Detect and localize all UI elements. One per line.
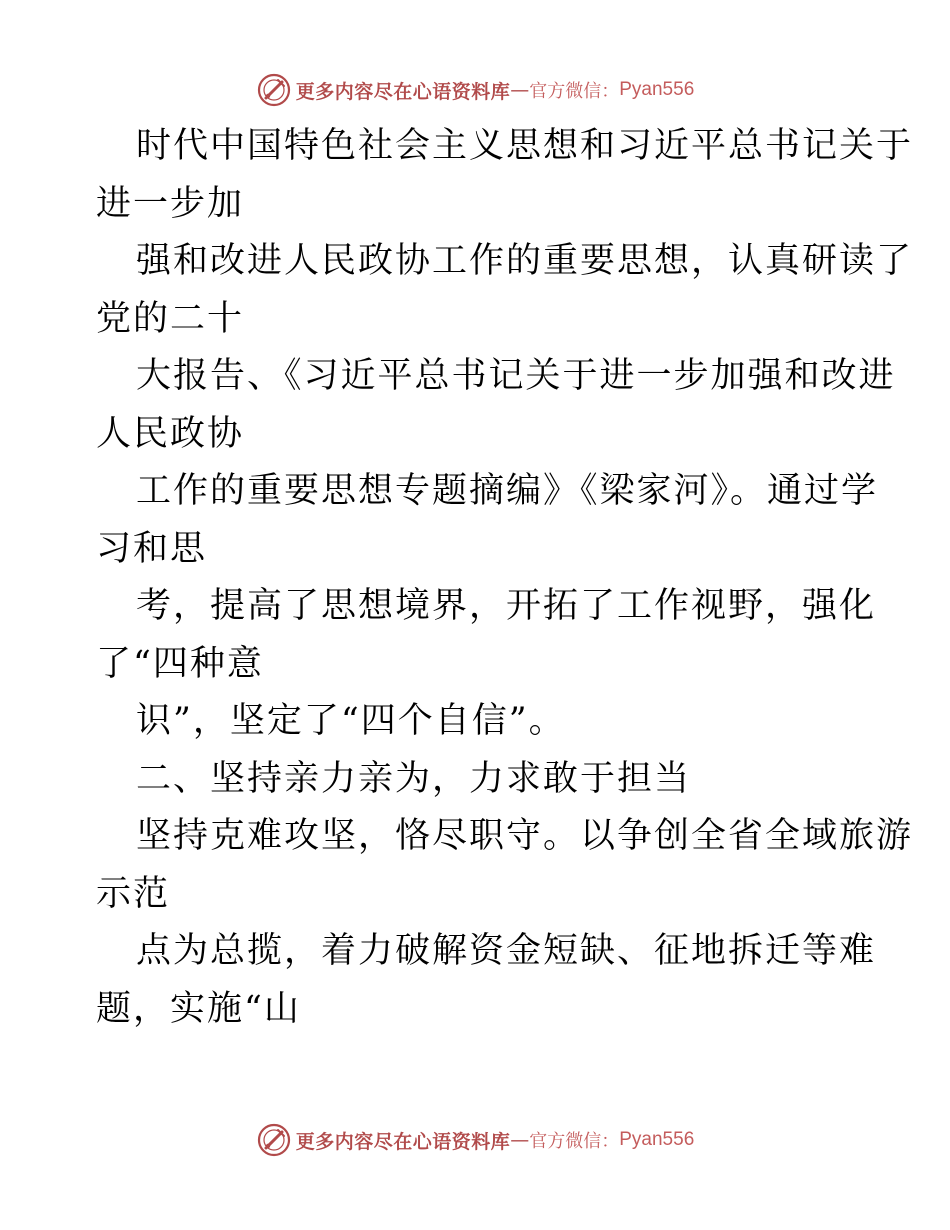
banner-separator: —: [510, 79, 530, 101]
header-banner: [256, 72, 695, 108]
banner-main-text: 更多内容尽在心语资料库: [295, 1130, 511, 1153]
banner-separator: —: [510, 1129, 530, 1151]
body-line: 识”，坚定了“四个自信”。: [136, 701, 566, 741]
body-line: 大报告、《习近平总书记关于进一步加强和改进: [136, 356, 896, 396]
body-line: 了“四种意: [96, 643, 264, 684]
body-line: 考，提高了思想境界，开拓了工作视野，强化: [136, 586, 877, 626]
page-header: [0, 70, 950, 110]
seal-logo-icon: [256, 72, 292, 108]
body-line: 进一步加: [96, 183, 245, 224]
banner-wechat-label: 官方微信：: [529, 1131, 620, 1152]
banner-wechat-id: Pyan556: [619, 1129, 695, 1150]
section-heading: 二、坚持亲力亲为，力求敢于担当: [136, 758, 692, 799]
body-line: 工作的重要思想专题摘编》《梁家河》。通过学: [136, 471, 879, 511]
body-line: 强和改进人民政协工作的重要思想，认真研读了: [136, 241, 914, 281]
body-line: 点为总揽，着力破解资金短缺、征地拆迁等难: [136, 931, 877, 971]
banner-wechat-label: 官方微信：: [529, 81, 620, 102]
body-line: 坚持克难攻坚，恪尽职守。以争创全省全域旅游: [136, 816, 914, 856]
body-line: 时代中国特色社会主义思想和习近平总书记关于: [136, 126, 914, 166]
body-line: 题，实施“山: [96, 988, 301, 1029]
body-line: 习和思: [96, 528, 208, 569]
body-line: 人民政协: [96, 413, 245, 454]
document-body: [96, 118, 914, 1038]
body-line: 示范: [96, 873, 171, 914]
body-line: 党的二十: [96, 298, 245, 339]
seal-logo-icon: [256, 1122, 292, 1158]
banner-wechat-id: Pyan556: [619, 79, 695, 100]
banner-main-text: 更多内容尽在心语资料库: [295, 80, 511, 103]
page-footer: [0, 1120, 950, 1160]
footer-banner: [256, 1122, 695, 1158]
